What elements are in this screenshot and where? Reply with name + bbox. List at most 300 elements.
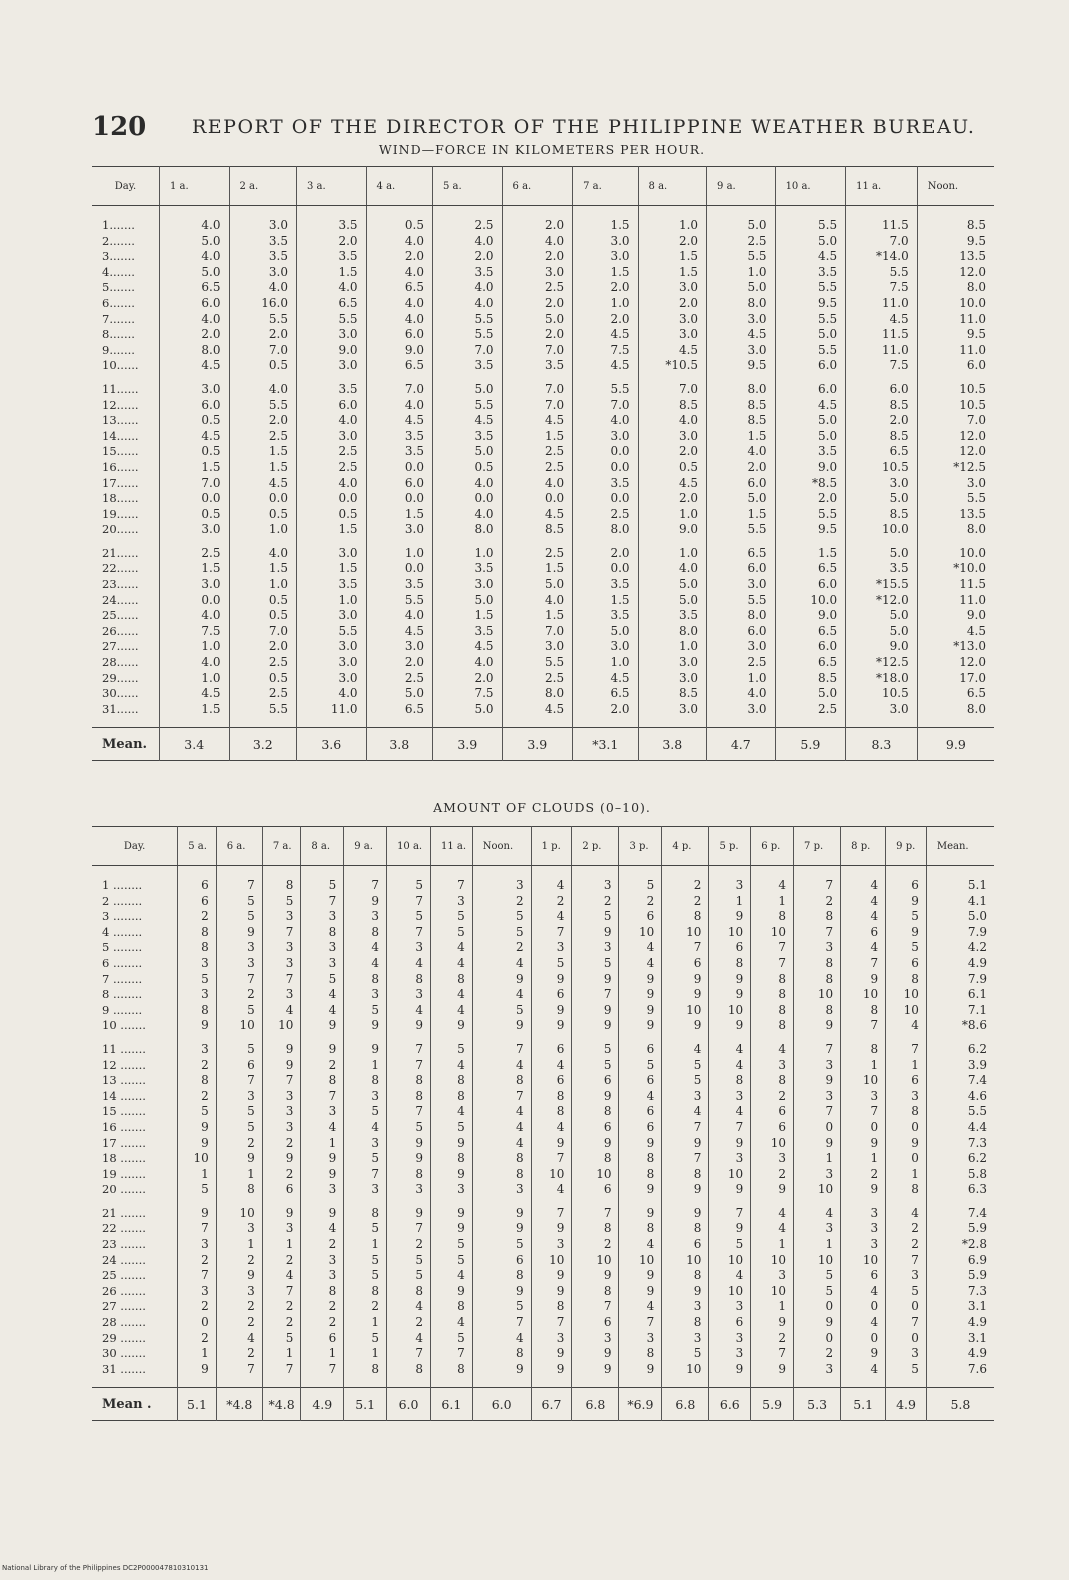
wind-column-header: 10 a. bbox=[775, 167, 846, 206]
cloud-value-cell: 9 bbox=[531, 972, 572, 988]
cloud-value-cell: 3 bbox=[301, 1268, 344, 1284]
cloud-value-cell: 6 bbox=[572, 1182, 619, 1198]
cloud-value-cell: 9 bbox=[662, 1284, 709, 1300]
cloud-mean-value: 6.7 bbox=[531, 1388, 572, 1421]
wind-value-cell: 3.0 bbox=[846, 476, 918, 492]
cloud-value-cell: 8 bbox=[430, 1073, 472, 1089]
cloud-value-cell: 4 bbox=[344, 940, 387, 956]
wind-value-cell: 1.5 bbox=[573, 206, 638, 234]
cloud-value-cell: 5 bbox=[430, 1331, 472, 1347]
cloud-value-cell: 9 bbox=[178, 1018, 217, 1034]
wind-value-cell: 1.5 bbox=[573, 265, 638, 281]
wind-value-cell: 1.5 bbox=[366, 507, 432, 523]
wind-value-cell: 3.0 bbox=[159, 522, 229, 538]
wind-value-cell: 11.0 bbox=[846, 343, 918, 359]
wind-value-cell: 6.5 bbox=[775, 655, 846, 671]
cloud-value-cell: 9 bbox=[531, 1136, 572, 1152]
cloud-value-cell: 3 bbox=[344, 1182, 387, 1198]
cloud-value-cell: 2 bbox=[178, 909, 217, 925]
wind-day-label: 24...... bbox=[102, 592, 139, 607]
cloud-value-cell: 9 bbox=[262, 1198, 301, 1222]
wind-value-cell: 7.5 bbox=[846, 358, 918, 374]
wind-value-cell: 3.5 bbox=[366, 429, 432, 445]
cloud-value-cell: 8 bbox=[572, 1104, 619, 1120]
cloud-value-cell: 3 bbox=[344, 909, 387, 925]
cloud-value-cell: 3 bbox=[794, 1221, 841, 1237]
wind-value-cell: 8.0 bbox=[917, 522, 994, 538]
cloud-value-cell: 4 bbox=[472, 1136, 531, 1152]
cloud-value-cell: 4 bbox=[301, 1003, 344, 1019]
cloud-value-cell: 7.9 bbox=[926, 925, 994, 941]
wind-value-cell: 5.5 bbox=[846, 265, 918, 281]
cloud-value-cell: 0 bbox=[178, 1315, 217, 1331]
cloud-table-row bbox=[92, 894, 994, 910]
cloud-value-cell: 7 bbox=[387, 1346, 431, 1362]
cloud-value-cell: 0 bbox=[794, 1299, 841, 1315]
wind-value-cell: 2.0 bbox=[433, 671, 503, 687]
wind-value-cell: 2.0 bbox=[366, 655, 432, 671]
wind-value-cell: 5.0 bbox=[775, 327, 846, 343]
wind-value-cell: 1.0 bbox=[573, 296, 638, 312]
wind-value-cell: 0.5 bbox=[229, 593, 296, 609]
cloud-value-cell: 7 bbox=[301, 1362, 344, 1388]
cloud-value-cell: 3 bbox=[344, 1136, 387, 1152]
wind-value-cell: 0.5 bbox=[159, 444, 229, 460]
cloud-day-label: 26 ....... bbox=[102, 1283, 146, 1298]
wind-table-row bbox=[92, 476, 994, 492]
cloud-value-cell: 8 bbox=[841, 1003, 886, 1019]
cloud-value-cell: 9 bbox=[841, 972, 886, 988]
cloud-value-cell: 1 bbox=[178, 1346, 217, 1362]
wind-value-cell: 8.5 bbox=[846, 429, 918, 445]
cloud-value-cell: 7 bbox=[387, 894, 431, 910]
cloud-value-cell: 5 bbox=[572, 1034, 619, 1058]
cloud-value-cell: 8 bbox=[619, 1346, 662, 1362]
cloud-value-cell: 3 bbox=[709, 1346, 751, 1362]
wind-value-cell: 3.5 bbox=[775, 265, 846, 281]
cloud-value-cell: 3 bbox=[216, 956, 262, 972]
wind-value-cell: 6.5 bbox=[707, 538, 776, 562]
wind-column-header: Noon. bbox=[917, 167, 994, 206]
wind-value-cell: 0.0 bbox=[573, 460, 638, 476]
wind-value-cell: 3.0 bbox=[297, 327, 367, 343]
cloud-value-cell: 4 bbox=[662, 1034, 709, 1058]
cloud-value-cell: 4 bbox=[430, 1003, 472, 1019]
cloud-value-cell: 7 bbox=[216, 1362, 262, 1388]
cloud-value-cell: 6 bbox=[572, 1315, 619, 1331]
wind-table-row bbox=[92, 312, 994, 328]
cloud-value-cell: 2 bbox=[216, 1299, 262, 1315]
wind-value-cell: *15.5 bbox=[846, 577, 918, 593]
cloud-value-cell: 9 bbox=[619, 1136, 662, 1152]
cloud-value-cell: 9 bbox=[709, 1221, 751, 1237]
cloud-value-cell: 3 bbox=[619, 1331, 662, 1347]
cloud-value-cell: 9 bbox=[794, 1018, 841, 1034]
wind-value-cell: 3.5 bbox=[433, 624, 503, 640]
cloud-value-cell: 8 bbox=[794, 972, 841, 988]
wind-value-cell: 2.0 bbox=[502, 249, 573, 265]
cloud-value-cell: 3 bbox=[301, 909, 344, 925]
wind-mean-value: 3.4 bbox=[159, 728, 229, 761]
wind-value-cell: 2.5 bbox=[502, 538, 573, 562]
wind-mean-value: 3.8 bbox=[366, 728, 432, 761]
wind-value-cell: 4.5 bbox=[502, 413, 573, 429]
cloud-value-cell: 0 bbox=[841, 1299, 886, 1315]
wind-value-cell: 4.5 bbox=[638, 343, 707, 359]
cloud-value-cell: 10 bbox=[841, 987, 886, 1003]
cloud-day-label: 3 ........ bbox=[102, 909, 143, 924]
cloud-value-cell: 10 bbox=[709, 925, 751, 941]
cloud-value-cell: 3 bbox=[262, 1104, 301, 1120]
wind-day-label: 19...... bbox=[102, 506, 139, 521]
cloud-value-cell: 8 bbox=[430, 1151, 472, 1167]
wind-day-label: 15...... bbox=[102, 444, 139, 459]
wind-value-cell: 2.5 bbox=[707, 655, 776, 671]
cloud-value-cell: 4 bbox=[886, 1198, 927, 1222]
cloud-value-cell: 9 bbox=[619, 972, 662, 988]
cloud-day-label: 6 ........ bbox=[102, 955, 143, 970]
wind-value-cell: 7.0 bbox=[502, 624, 573, 640]
cloud-column-header: 5 p. bbox=[709, 827, 751, 866]
cloud-value-cell: 6 bbox=[886, 956, 927, 972]
cloud-value-cell: 3 bbox=[841, 1198, 886, 1222]
wind-value-cell: 2.5 bbox=[502, 460, 573, 476]
cloud-value-cell: 9 bbox=[531, 1362, 572, 1388]
cloud-value-cell: 8 bbox=[709, 1073, 751, 1089]
cloud-value-cell: 0 bbox=[841, 1120, 886, 1136]
cloud-value-cell: 7 bbox=[841, 1018, 886, 1034]
wind-value-cell: 9.0 bbox=[297, 343, 367, 359]
wind-value-cell: 3.0 bbox=[573, 639, 638, 655]
cloud-value-cell: 9 bbox=[216, 1268, 262, 1284]
cloud-value-cell: 10 bbox=[751, 1136, 794, 1152]
cloud-value-cell: 4 bbox=[430, 987, 472, 1003]
wind-value-cell: 4.5 bbox=[366, 413, 432, 429]
cloud-value-cell: 2 bbox=[387, 1237, 431, 1253]
cloud-table-row bbox=[92, 1346, 994, 1362]
wind-day-label: 31...... bbox=[102, 701, 139, 716]
cloud-value-cell: 8 bbox=[886, 972, 927, 988]
wind-value-cell: 6.0 bbox=[707, 624, 776, 640]
wind-value-cell: 3.5 bbox=[573, 577, 638, 593]
cloud-value-cell: 10 bbox=[841, 1073, 886, 1089]
cloud-value-cell: 9 bbox=[572, 1346, 619, 1362]
cloud-value-cell: 8 bbox=[662, 1167, 709, 1183]
wind-value-cell: 2.0 bbox=[573, 312, 638, 328]
cloud-value-cell: 5 bbox=[344, 1268, 387, 1284]
cloud-value-cell: 7 bbox=[387, 925, 431, 941]
cloud-value-cell: 10 bbox=[662, 1253, 709, 1269]
cloud-value-cell: 5.8 bbox=[926, 1167, 994, 1183]
cloud-value-cell: 9 bbox=[301, 1034, 344, 1058]
cloud-value-cell: 9 bbox=[794, 1136, 841, 1152]
cloud-value-cell: 3 bbox=[178, 1284, 217, 1300]
cloud-value-cell: 5 bbox=[619, 866, 662, 894]
wind-value-cell: 3.5 bbox=[433, 358, 503, 374]
cloud-value-cell: 3 bbox=[886, 1346, 927, 1362]
cloud-value-cell: 4.6 bbox=[926, 1089, 994, 1105]
cloud-value-cell: 9 bbox=[531, 1003, 572, 1019]
wind-value-cell: 4.0 bbox=[366, 398, 432, 414]
cloud-value-cell: 3 bbox=[841, 1221, 886, 1237]
wind-value-cell: 2.0 bbox=[573, 702, 638, 728]
cloud-value-cell: 8 bbox=[344, 1284, 387, 1300]
wind-value-cell: 11.0 bbox=[297, 702, 367, 728]
wind-value-cell: 8.5 bbox=[846, 507, 918, 523]
cloud-value-cell: 3 bbox=[662, 1299, 709, 1315]
wind-value-cell: 8.5 bbox=[638, 686, 707, 702]
wind-value-cell: 1.5 bbox=[159, 460, 229, 476]
wind-value-cell: 5.5 bbox=[297, 624, 367, 640]
wind-day-label: 9....... bbox=[102, 342, 135, 357]
wind-value-cell: *13.0 bbox=[917, 639, 994, 655]
wind-value-cell: *10.5 bbox=[638, 358, 707, 374]
cloud-value-cell: 8 bbox=[387, 1073, 431, 1089]
cloud-value-cell: 6 bbox=[841, 1268, 886, 1284]
wind-value-cell: 4.0 bbox=[433, 476, 503, 492]
cloud-value-cell: 2 bbox=[531, 894, 572, 910]
wind-table-row bbox=[92, 296, 994, 312]
cloud-value-cell: 3 bbox=[387, 940, 431, 956]
cloud-value-cell: 3 bbox=[262, 1120, 301, 1136]
cloud-value-cell: 1 bbox=[216, 1167, 262, 1183]
cloud-mean-value: 4.9 bbox=[886, 1388, 927, 1421]
wind-value-cell: 5.0 bbox=[707, 491, 776, 507]
wind-value-cell: 4.5 bbox=[573, 327, 638, 343]
cloud-value-cell: 4 bbox=[262, 1268, 301, 1284]
cloud-value-cell: 6 bbox=[531, 1034, 572, 1058]
cloud-value-cell: 4 bbox=[662, 1104, 709, 1120]
wind-mean-value: 3.6 bbox=[297, 728, 367, 761]
cloud-value-cell: 2 bbox=[472, 940, 531, 956]
cloud-value-cell: 9 bbox=[430, 1284, 472, 1300]
cloud-value-cell: 2 bbox=[178, 1253, 217, 1269]
cloud-value-cell: 4 bbox=[301, 1221, 344, 1237]
cloud-day-label: 10 ....... bbox=[102, 1018, 146, 1033]
wind-value-cell: 6.5 bbox=[775, 561, 846, 577]
wind-value-cell: 6.0 bbox=[846, 374, 918, 398]
cloud-day-label: 25 ....... bbox=[102, 1268, 146, 1283]
wind-value-cell: 5.5 bbox=[775, 343, 846, 359]
wind-mean-value: 8.3 bbox=[846, 728, 918, 761]
cloud-value-cell: 6 bbox=[301, 1331, 344, 1347]
cloud-value-cell: 10 bbox=[794, 987, 841, 1003]
cloud-value-cell: 3 bbox=[709, 1151, 751, 1167]
cloud-value-cell: 4 bbox=[619, 1299, 662, 1315]
cloud-column-header: Day. bbox=[92, 827, 178, 866]
cloud-table-row bbox=[92, 1362, 994, 1388]
cloud-value-cell: 6.3 bbox=[926, 1182, 994, 1198]
cloud-mean-value: 5.9 bbox=[751, 1388, 794, 1421]
cloud-table-row bbox=[92, 925, 994, 941]
cloud-value-cell: 7 bbox=[216, 1073, 262, 1089]
cloud-value-cell: 3 bbox=[531, 1331, 572, 1347]
cloud-value-cell: 4 bbox=[619, 1089, 662, 1105]
cloud-value-cell: 3 bbox=[886, 1268, 927, 1284]
wind-value-cell: *12.5 bbox=[917, 460, 994, 476]
cloud-value-cell: 9 bbox=[216, 1151, 262, 1167]
cloud-value-cell: 6 bbox=[709, 1315, 751, 1331]
wind-value-cell: 5.5 bbox=[229, 312, 296, 328]
wind-value-cell: 9.5 bbox=[917, 234, 994, 250]
cloud-value-cell: 4 bbox=[216, 1331, 262, 1347]
wind-value-cell: 5.0 bbox=[502, 577, 573, 593]
cloud-value-cell: 1 bbox=[709, 894, 751, 910]
cloud-value-cell: 2 bbox=[262, 1299, 301, 1315]
cloud-value-cell: 3 bbox=[841, 1237, 886, 1253]
cloud-value-cell: 7 bbox=[531, 1315, 572, 1331]
cloud-day-label: 18 ....... bbox=[102, 1151, 146, 1166]
cloud-value-cell: 10 bbox=[709, 1167, 751, 1183]
cloud-value-cell: 2 bbox=[178, 1299, 217, 1315]
cloud-value-cell: 8 bbox=[430, 972, 472, 988]
cloud-value-cell: 4 bbox=[301, 987, 344, 1003]
cloud-table-row bbox=[92, 1268, 994, 1284]
cloud-value-cell: 3 bbox=[794, 940, 841, 956]
wind-value-cell: 4.0 bbox=[297, 413, 367, 429]
cloud-value-cell: 2 bbox=[262, 1315, 301, 1331]
cloud-column-header: 5 a. bbox=[178, 827, 217, 866]
wind-value-cell: 10.5 bbox=[917, 374, 994, 398]
cloud-value-cell: 2 bbox=[216, 987, 262, 1003]
cloud-mean-value: 5.1 bbox=[841, 1388, 886, 1421]
cloud-value-cell: 1 bbox=[886, 1167, 927, 1183]
cloud-value-cell: 6 bbox=[886, 1073, 927, 1089]
wind-value-cell: 3.0 bbox=[707, 639, 776, 655]
wind-value-cell: 9.5 bbox=[707, 358, 776, 374]
wind-value-cell: 12.0 bbox=[917, 444, 994, 460]
cloud-value-cell: 0 bbox=[886, 1299, 927, 1315]
cloud-value-cell: 3 bbox=[216, 1089, 262, 1105]
cloud-value-cell: 5 bbox=[794, 1284, 841, 1300]
wind-value-cell: 9.0 bbox=[775, 460, 846, 476]
wind-value-cell: *12.0 bbox=[846, 593, 918, 609]
wind-value-cell: 4.0 bbox=[433, 655, 503, 671]
cloud-value-cell: 9 bbox=[619, 1284, 662, 1300]
cloud-value-cell: 4 bbox=[619, 940, 662, 956]
wind-value-cell: 4.5 bbox=[366, 624, 432, 640]
wind-value-cell: 2.0 bbox=[229, 413, 296, 429]
cloud-value-cell: 9 bbox=[387, 1136, 431, 1152]
wind-value-cell: 2.0 bbox=[502, 206, 573, 234]
wind-value-cell: 4.0 bbox=[707, 444, 776, 460]
wind-value-cell: 1.5 bbox=[707, 507, 776, 523]
cloud-value-cell: 5 bbox=[216, 1104, 262, 1120]
cloud-value-cell: 1 bbox=[344, 1315, 387, 1331]
footer-note: National Library of the Philippines DC2P000047810310131 bbox=[2, 1564, 209, 1572]
cloud-mean-value: 6.0 bbox=[472, 1388, 531, 1421]
cloud-value-cell: 3 bbox=[751, 1268, 794, 1284]
cloud-value-cell: 10 bbox=[662, 1362, 709, 1388]
wind-value-cell: 3.0 bbox=[573, 234, 638, 250]
cloud-value-cell: 8 bbox=[178, 940, 217, 956]
cloud-value-cell: 5 bbox=[344, 1151, 387, 1167]
cloud-value-cell: 2 bbox=[216, 1315, 262, 1331]
wind-day-label: 28...... bbox=[102, 655, 139, 670]
cloud-value-cell: 1 bbox=[178, 1167, 217, 1183]
cloud-value-cell: 8 bbox=[794, 1003, 841, 1019]
wind-value-cell: 4.0 bbox=[297, 476, 367, 492]
wind-value-cell: 4.0 bbox=[707, 686, 776, 702]
wind-value-cell: 10.5 bbox=[846, 460, 918, 476]
wind-value-cell: 7.0 bbox=[846, 234, 918, 250]
wind-value-cell: 8.5 bbox=[775, 671, 846, 687]
cloud-value-cell: 10 bbox=[709, 1284, 751, 1300]
wind-column-header: Day. bbox=[92, 167, 159, 206]
wind-value-cell: 4.5 bbox=[159, 686, 229, 702]
wind-value-cell: 1.5 bbox=[159, 561, 229, 577]
cloud-value-cell: 7 bbox=[301, 1089, 344, 1105]
wind-value-cell: 5.0 bbox=[846, 608, 918, 624]
cloud-value-cell: 8 bbox=[430, 1362, 472, 1388]
wind-value-cell: 3.0 bbox=[707, 312, 776, 328]
cloud-value-cell: 9 bbox=[572, 1003, 619, 1019]
cloud-value-cell: 2 bbox=[619, 894, 662, 910]
wind-value-cell: 4.0 bbox=[229, 374, 296, 398]
cloud-value-cell: 7 bbox=[472, 1315, 531, 1331]
cloud-value-cell: 3 bbox=[886, 1089, 927, 1105]
cloud-value-cell: 9 bbox=[709, 909, 751, 925]
cloud-value-cell: 7 bbox=[572, 1198, 619, 1222]
cloud-value-cell: 4 bbox=[430, 1268, 472, 1284]
wind-value-cell: 3.0 bbox=[297, 639, 367, 655]
cloud-value-cell: 7 bbox=[709, 1120, 751, 1136]
wind-value-cell: 6.5 bbox=[846, 444, 918, 460]
wind-column-header: 2 a. bbox=[229, 167, 296, 206]
cloud-value-cell: 5 bbox=[572, 909, 619, 925]
wind-value-cell: *10.0 bbox=[917, 561, 994, 577]
wind-table-row bbox=[92, 577, 994, 593]
cloud-value-cell: 6 bbox=[262, 1182, 301, 1198]
cloud-value-cell: 3 bbox=[301, 1182, 344, 1198]
cloud-value-cell: 8 bbox=[619, 1221, 662, 1237]
wind-value-cell: 6.5 bbox=[366, 280, 432, 296]
cloud-value-cell: 5 bbox=[344, 1104, 387, 1120]
cloud-value-cell: 7.6 bbox=[926, 1362, 994, 1388]
cloud-value-cell: 5 bbox=[387, 1268, 431, 1284]
wind-value-cell: 6.5 bbox=[366, 702, 432, 728]
cloud-value-cell: *8.6 bbox=[926, 1018, 994, 1034]
cloud-value-cell: 7.4 bbox=[926, 1198, 994, 1222]
wind-value-cell: 0.5 bbox=[638, 460, 707, 476]
cloud-value-cell: 4.1 bbox=[926, 894, 994, 910]
cloud-value-cell: 5 bbox=[178, 1182, 217, 1198]
wind-value-cell: 0.0 bbox=[159, 491, 229, 507]
cloud-value-cell: 9 bbox=[709, 1362, 751, 1388]
wind-value-cell: 4.0 bbox=[638, 413, 707, 429]
cloud-value-cell: 9 bbox=[178, 1136, 217, 1152]
cloud-mean-value: 6.8 bbox=[662, 1388, 709, 1421]
wind-value-cell: 4.5 bbox=[775, 249, 846, 265]
cloud-column-header: 6 p. bbox=[751, 827, 794, 866]
cloud-value-cell: 9 bbox=[572, 1018, 619, 1034]
cloud-value-cell: 9 bbox=[662, 1182, 709, 1198]
cloud-value-cell: 8 bbox=[472, 1073, 531, 1089]
cloud-value-cell: 3 bbox=[472, 1182, 531, 1198]
wind-value-cell: 4.0 bbox=[502, 593, 573, 609]
cloud-day-label: 14 ....... bbox=[102, 1088, 146, 1103]
wind-value-cell: 5.0 bbox=[159, 234, 229, 250]
cloud-value-cell: 1 bbox=[262, 1237, 301, 1253]
cloud-value-cell: 10 bbox=[619, 1253, 662, 1269]
wind-value-cell: 7.5 bbox=[433, 686, 503, 702]
cloud-value-cell: 2 bbox=[344, 1299, 387, 1315]
cloud-value-cell: 5 bbox=[216, 894, 262, 910]
wind-value-cell: 1.0 bbox=[638, 507, 707, 523]
wind-day-label: 6....... bbox=[102, 295, 135, 310]
cloud-value-cell: 1 bbox=[794, 1151, 841, 1167]
cloud-day-label: 1 ........ bbox=[102, 878, 143, 892]
